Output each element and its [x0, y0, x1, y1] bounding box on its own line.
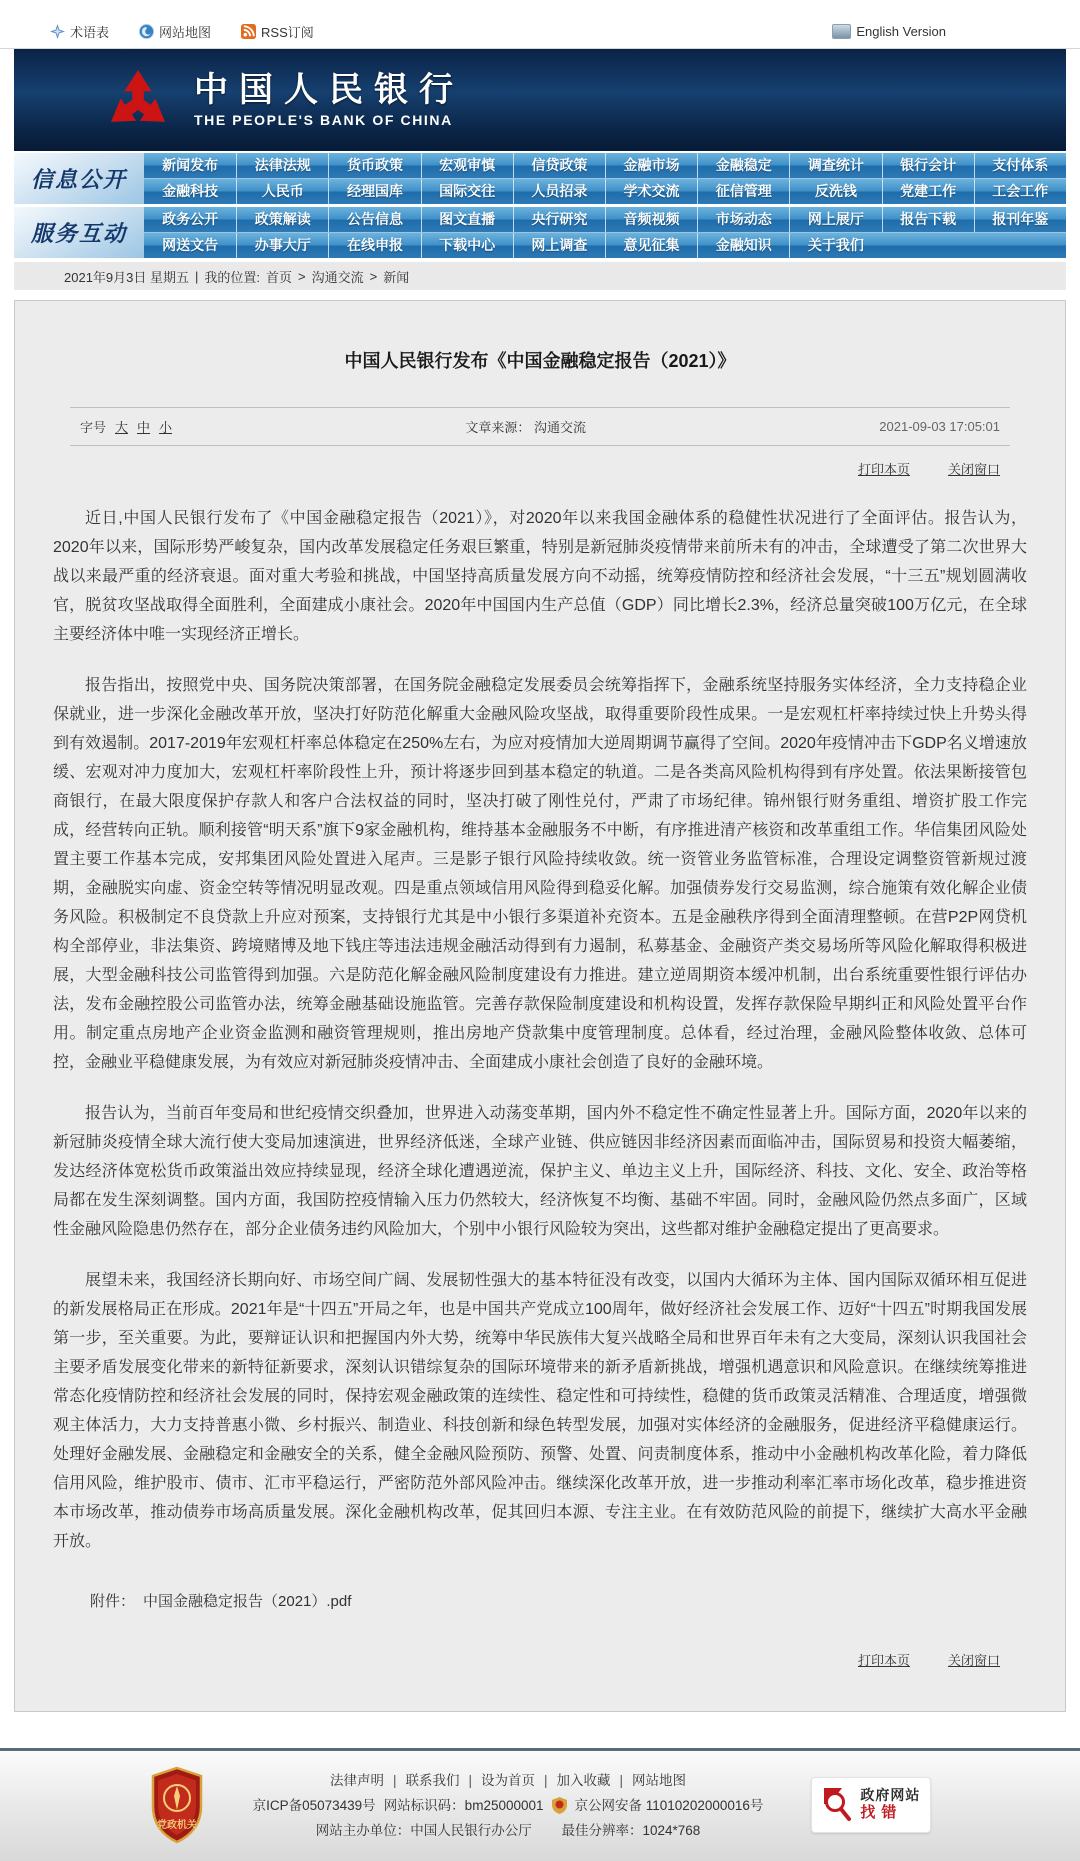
- breadcrumb-separator: >: [298, 268, 306, 284]
- sitemap-label: 网站地图: [159, 25, 212, 40]
- site-id: 网站标识码：bm25000001: [383, 1797, 544, 1813]
- nav-item[interactable]: 银行会计: [900, 157, 957, 173]
- font-size-small-button[interactable]: 小: [159, 420, 173, 435]
- err-badge-title: 政府网站: [860, 1786, 921, 1803]
- rss-label: RSS订阅: [261, 25, 314, 40]
- font-size-large-button[interactable]: 大: [115, 420, 129, 435]
- nav-item[interactable]: 工会工作: [992, 183, 1049, 199]
- print-page-button[interactable]: 打印本页: [857, 462, 910, 477]
- article-paragraph: 报告认为，当前百年变局和世纪疫情交织叠加，世界进入动荡变革期，国内外不稳定性不确定性显著上升。国际方面，2020年以来的新冠肺炎疫情全球大流行使大变局加速演进，世界经济低迷，全球产业链、供应链因非经济因素而面临冲击，国际贸易和投资大幅萎缩，发达经济体宽松货币政策溢出效应持续显现，经济全球化遭遇逆流，保护主义、单边主义上升，国际经济、科技、文化、安全、政治等格局都在发生深刻调整。国内方面，我国防控疫情输入压力仍然较大，经济恢复不均衡、基础不牢固。同时，金融风险仍然点多面广，区域性金融风险隐患仍然存在，部分企业债务违约风险加大，个别中小银行风险较为突出，这些都对维护金融稳定提出了更高要求。: [53, 1105, 1027, 1238]
- nav-item[interactable]: 关于我们: [807, 237, 864, 253]
- attachment-label: 附件：: [90, 1593, 136, 1610]
- footer-link-contact[interactable]: | 联系我们: [384, 1773, 460, 1788]
- gov-site-error-report-badge[interactable]: [811, 1777, 931, 1833]
- magnifier-icon: [822, 1788, 852, 1822]
- nav-section-information-disclosure: [14, 153, 1066, 204]
- nav-item[interactable]: 反洗钱: [814, 183, 857, 199]
- nav-item[interactable]: 市场动态: [715, 211, 772, 227]
- nav-item[interactable]: 图文直播: [439, 211, 496, 227]
- article-panel: [14, 300, 1066, 1712]
- close-window-button[interactable]: 关闭窗口: [947, 1653, 1000, 1668]
- party-government-badge: [149, 1766, 205, 1844]
- rss-icon: [241, 24, 256, 39]
- footer-links: [253, 1768, 764, 1793]
- nav-item[interactable]: 金融科技: [162, 183, 219, 199]
- breadcrumb-separator: >: [369, 268, 378, 284]
- pboc-logo: [106, 68, 170, 132]
- nav-item[interactable]: 法律法规: [254, 157, 311, 173]
- breadcrumb-section-link[interactable]: 沟通交流: [311, 269, 364, 285]
- rss-link[interactable]: [241, 22, 314, 41]
- host-organization: 网站主办单位：中国人民银行办公厅: [315, 1822, 532, 1838]
- english-version-label: English Version: [856, 24, 946, 39]
- footer-registration-line: [253, 1793, 764, 1818]
- print-close-row-bottom: [15, 1637, 1065, 1669]
- publish-datetime: 2021-09-03 17:05:01: [879, 419, 1000, 434]
- english-version-link[interactable]: [832, 24, 946, 39]
- english-version-icon: [832, 24, 851, 39]
- sitemap-link[interactable]: [139, 22, 211, 41]
- nav-item[interactable]: 网送文告: [162, 237, 219, 253]
- footer-host-line: [253, 1818, 764, 1843]
- print-close-row-top: [15, 446, 1065, 478]
- nav-item[interactable]: 人民币: [261, 183, 304, 199]
- nav-label-information-disclosure[interactable]: 信息公开: [14, 153, 144, 204]
- nav-item[interactable]: 宏观审慎: [439, 157, 496, 173]
- close-window-button[interactable]: 关闭窗口: [947, 462, 1000, 477]
- nav-item[interactable]: 音频视频: [623, 211, 680, 227]
- nav-item[interactable]: 意见征集: [623, 237, 680, 253]
- nav-item[interactable]: 政策解读: [254, 211, 311, 227]
- source-value: 沟通交流: [533, 420, 586, 435]
- nav-item[interactable]: 新闻发布: [162, 157, 219, 173]
- breadcrumb: [14, 262, 1066, 290]
- main-navigation: [14, 153, 1066, 258]
- nav-item[interactable]: 信贷政策: [531, 157, 588, 173]
- nav-row: [144, 153, 1066, 178]
- breadcrumb-location-label: 我的位置:: [204, 269, 261, 285]
- nav-item[interactable]: 支付体系: [992, 157, 1049, 173]
- breadcrumb-divider: |: [195, 268, 199, 284]
- nav-label-services[interactable]: 服务互动: [14, 207, 144, 258]
- site-footer: [0, 1748, 1080, 1861]
- breadcrumb-page-link[interactable]: 新闻: [383, 269, 410, 285]
- article-body: [15, 478, 1065, 1556]
- icp-number: 京ICP备05073439号: [252, 1797, 376, 1813]
- nav-row: [144, 178, 1066, 204]
- attachment-pdf-link[interactable]: 中国金融稳定报告（2021）.pdf: [143, 1593, 352, 1610]
- article-meta: [15, 408, 1065, 445]
- attachment-row: [15, 1578, 1065, 1611]
- article-paragraph: 近日,中国人民银行发布了《中国金融稳定报告（2021）》，对2020年以来我国金融体系的稳健性状况进行了全面评估。报告认为，2020年以来，国际形势严峻复杂，国内改革发展稳定任务艰巨繁重，特别是新冠肺炎疫情带来前所未有的冲击，全球遭受了第二次世界大战以来最严重的经济衰退。面对重大考验和挑战，中国坚持高质量发展方向不动摇，统筹疫情防控和经济社会发展，“十三五”规划圆满收官，脱贫攻坚战取得全面胜利，全面建成小康社会。2020年中国国内生产总值（GDP）同比增长2.3%，经济总量突破100万亿元，在全球主要经济体中唯一实现经济正增长。: [53, 510, 1027, 643]
- nav-item[interactable]: 货币政策: [346, 157, 403, 173]
- nav-row: [144, 207, 1066, 232]
- nav-item[interactable]: 下载中心: [439, 237, 496, 253]
- nav-item[interactable]: 调查统计: [807, 157, 864, 173]
- bank-name-english: THE PEOPLE'S BANK OF CHINA: [194, 112, 453, 129]
- footer-link-legal[interactable]: 法律声明: [329, 1772, 384, 1788]
- nav-item[interactable]: 党建工作: [900, 183, 957, 199]
- bank-name-chinese: 中国人民银行: [194, 69, 464, 110]
- nav-item[interactable]: 在线申报: [346, 237, 403, 253]
- glossary-icon: [50, 24, 65, 39]
- nav-section-services: [14, 207, 1066, 258]
- nav-item[interactable]: 政务公开: [162, 211, 219, 227]
- article-paragraph: 展望未来，我国经济长期向好、市场空间广阔、发展韧性强大的基本特征没有改变，以国内大循环为主体、国内国际双循环相互促进的新发展格局正在形成。2021年是“十四五”开局之年，也是中国共产党成立100周年，做好经济社会发展工作、迈好“十四五”时期我国发展第一步，至关重要。为此，要辩证认识和把握国内外大势，统筹中华民族伟大复兴战略全局和世界百年未有之大变局，深刻认识我国社会主要矛盾发展变化带来的新特征新要求，深刻认识错综复杂的国际环境带来的新矛盾新挑战，增强机遇意识和风险意识。在继续统筹推进常态化疫情防控和经济社会发展的同时，保持宏观金融政策的连续性、稳定性和可持续性，稳健的货币政策灵活精准、合理适度，增强微观主体活力，大力支持普惠小微、乡村振兴、制造业、科技创新和绿色转型发展，加强对实体经济的金融服务，促进经济平稳健康运行。处理好金融发展、金融稳定和金融安全的关系，健全金融风险预防、预警、处置、问责制度体系，推动中小金融机构改革化险，着力降低信用风险，维护股市、债市、汇市平稳运行，严密防范外部风险冲击。继续深化改革开放，进一步推动利率汇率市场化改革，稳步推进资本市场改革，推动债券市场高质量发展。深化金融机构改革，促其回归本源、专注主业。在有效防范风险的前提下，继续扩大高水平金融开放。: [53, 1272, 1027, 1550]
- article-title: 中国人民银行发布《中国金融稳定报告（2021）》: [344, 351, 736, 371]
- svg-text:党政机关: 党政机关: [156, 1820, 197, 1831]
- breadcrumb-home-link[interactable]: 首页: [266, 269, 293, 285]
- nav-item[interactable]: 报刊年鉴: [992, 211, 1049, 227]
- font-size-medium-button[interactable]: 中: [137, 420, 151, 435]
- glossary-label: 术语表: [70, 25, 110, 40]
- footer-link-sitemap[interactable]: | 网站地图: [611, 1773, 687, 1788]
- err-badge-action: 找错: [860, 1804, 903, 1822]
- source-label: 文章来源：: [465, 420, 531, 435]
- police-registration: 京公网安备 11010202000016号: [574, 1797, 764, 1813]
- nav-item[interactable]: 金融市场: [623, 157, 680, 173]
- nav-item[interactable]: 公告信息: [346, 211, 403, 227]
- nav-item[interactable]: 经理国库: [346, 183, 403, 199]
- print-page-button[interactable]: 打印本页: [857, 1653, 910, 1668]
- glossary-link[interactable]: [50, 22, 109, 41]
- police-emblem-icon: [552, 1797, 567, 1814]
- footer-link-favorites[interactable]: | 加入收藏: [535, 1773, 611, 1788]
- nav-item[interactable]: 报告下载: [900, 211, 957, 227]
- nav-item[interactable]: 金融知识: [715, 237, 772, 253]
- article-paragraph: 报告指出，按照党中央、国务院决策部署，在国务院金融稳定发展委员会统筹指挥下，金融系统坚持服务实体经济，全力支持稳企业保就业，进一步深化金融改革开放，坚决打好防范化解重大金融风险攻坚战，取得重要阶段性成果。一是宏观杠杆率持续过快上升势头得到有效遏制。2017-2019年宏观杠杆率总体稳定在250%左右，为应对疫情加大逆周期调节赢得了空间。2020年疫情冲击下GDP名义增速放缓、宏观对冲力度加大，宏观杠杆率阶段性上升，预计将逐步回到基本稳定的轨道。二是各类高风险机构得到有序处置。依法果断接管包商银行，在最大限度保护存款人和客户合法权益的同时，坚决打破了刚性兑付，严肃了市场纪律。锦州银行财务重组、增资扩股工作完成，经营转向正轨。顺利接管“明天系”旗下9家金融机构，维持基本金融服务不中断，有序推进清产核资和改革重组工作。华信集团风险处置主要工作基本完成，安邦集团风险处置进入尾声。三是影子银行风险持续收敛。统一资管业务监管标准，合理设定调整资管新规过渡期，金融脱实向虚、资金空转等情况明显改观。四是重点领域信用风险得到稳妥化解。加强债券发行交易监测，综合施策有效化解企业债务风险。积极制定不良贷款上升应对预案，支持银行尤其是中小银行多渠道补充资本。五是金融秩序得到全面清理整顿。在营P2P网贷机构全部停业，非法集资、跨境赌博及地下钱庄等违法违规金融活动得到有力遏制，私募基金、金融资产类交易场所等风险化解取得积极进展，大型金融科技公司监管得到加强。六是防范化解金融风险制度建设有力推进。建立逆周期资本缓冲机制，出台系统重要性银行评估办法，发布金融控股公司监管办法，统筹金融基础设施监管。完善存款保险制度建设和机构设置，发挥存款保险早期纠正和风险处置平台作用。制定重点房地产企业资金监测和融资管理规则，推出房地产贷款集中度管理制度。总体看，经过治理，金融风险整体收敛、总体可控，金融业平稳健康发展，为有效应对新冠肺炎疫情冲击、全面建成小康社会创造了良好的金融环境。: [53, 677, 1027, 1071]
- nav-item[interactable]: 网上调查: [531, 237, 588, 253]
- nav-item[interactable]: 网上展厅: [807, 211, 864, 227]
- footer-link-homepage[interactable]: | 设为首页: [459, 1773, 535, 1788]
- sitemap-icon: [139, 24, 154, 39]
- nav-item[interactable]: 办事大厅: [254, 237, 311, 253]
- nav-item[interactable]: 人员招录: [531, 183, 588, 199]
- nav-item[interactable]: 学术交流: [623, 183, 680, 199]
- nav-row: [144, 232, 1066, 258]
- top-utility-bar: [0, 0, 1080, 49]
- font-size-label: 字号: [80, 420, 107, 435]
- best-resolution: 最佳分辨率：1024*768: [561, 1822, 701, 1838]
- nav-item[interactable]: 国际交往: [439, 183, 496, 199]
- nav-item[interactable]: 征信管理: [715, 183, 772, 199]
- breadcrumb-date: 2021年9月3日 星期五: [64, 269, 189, 285]
- nav-item[interactable]: 金融稳定: [715, 157, 772, 173]
- nav-item[interactable]: 央行研究: [531, 211, 588, 227]
- site-header: [14, 49, 1066, 151]
